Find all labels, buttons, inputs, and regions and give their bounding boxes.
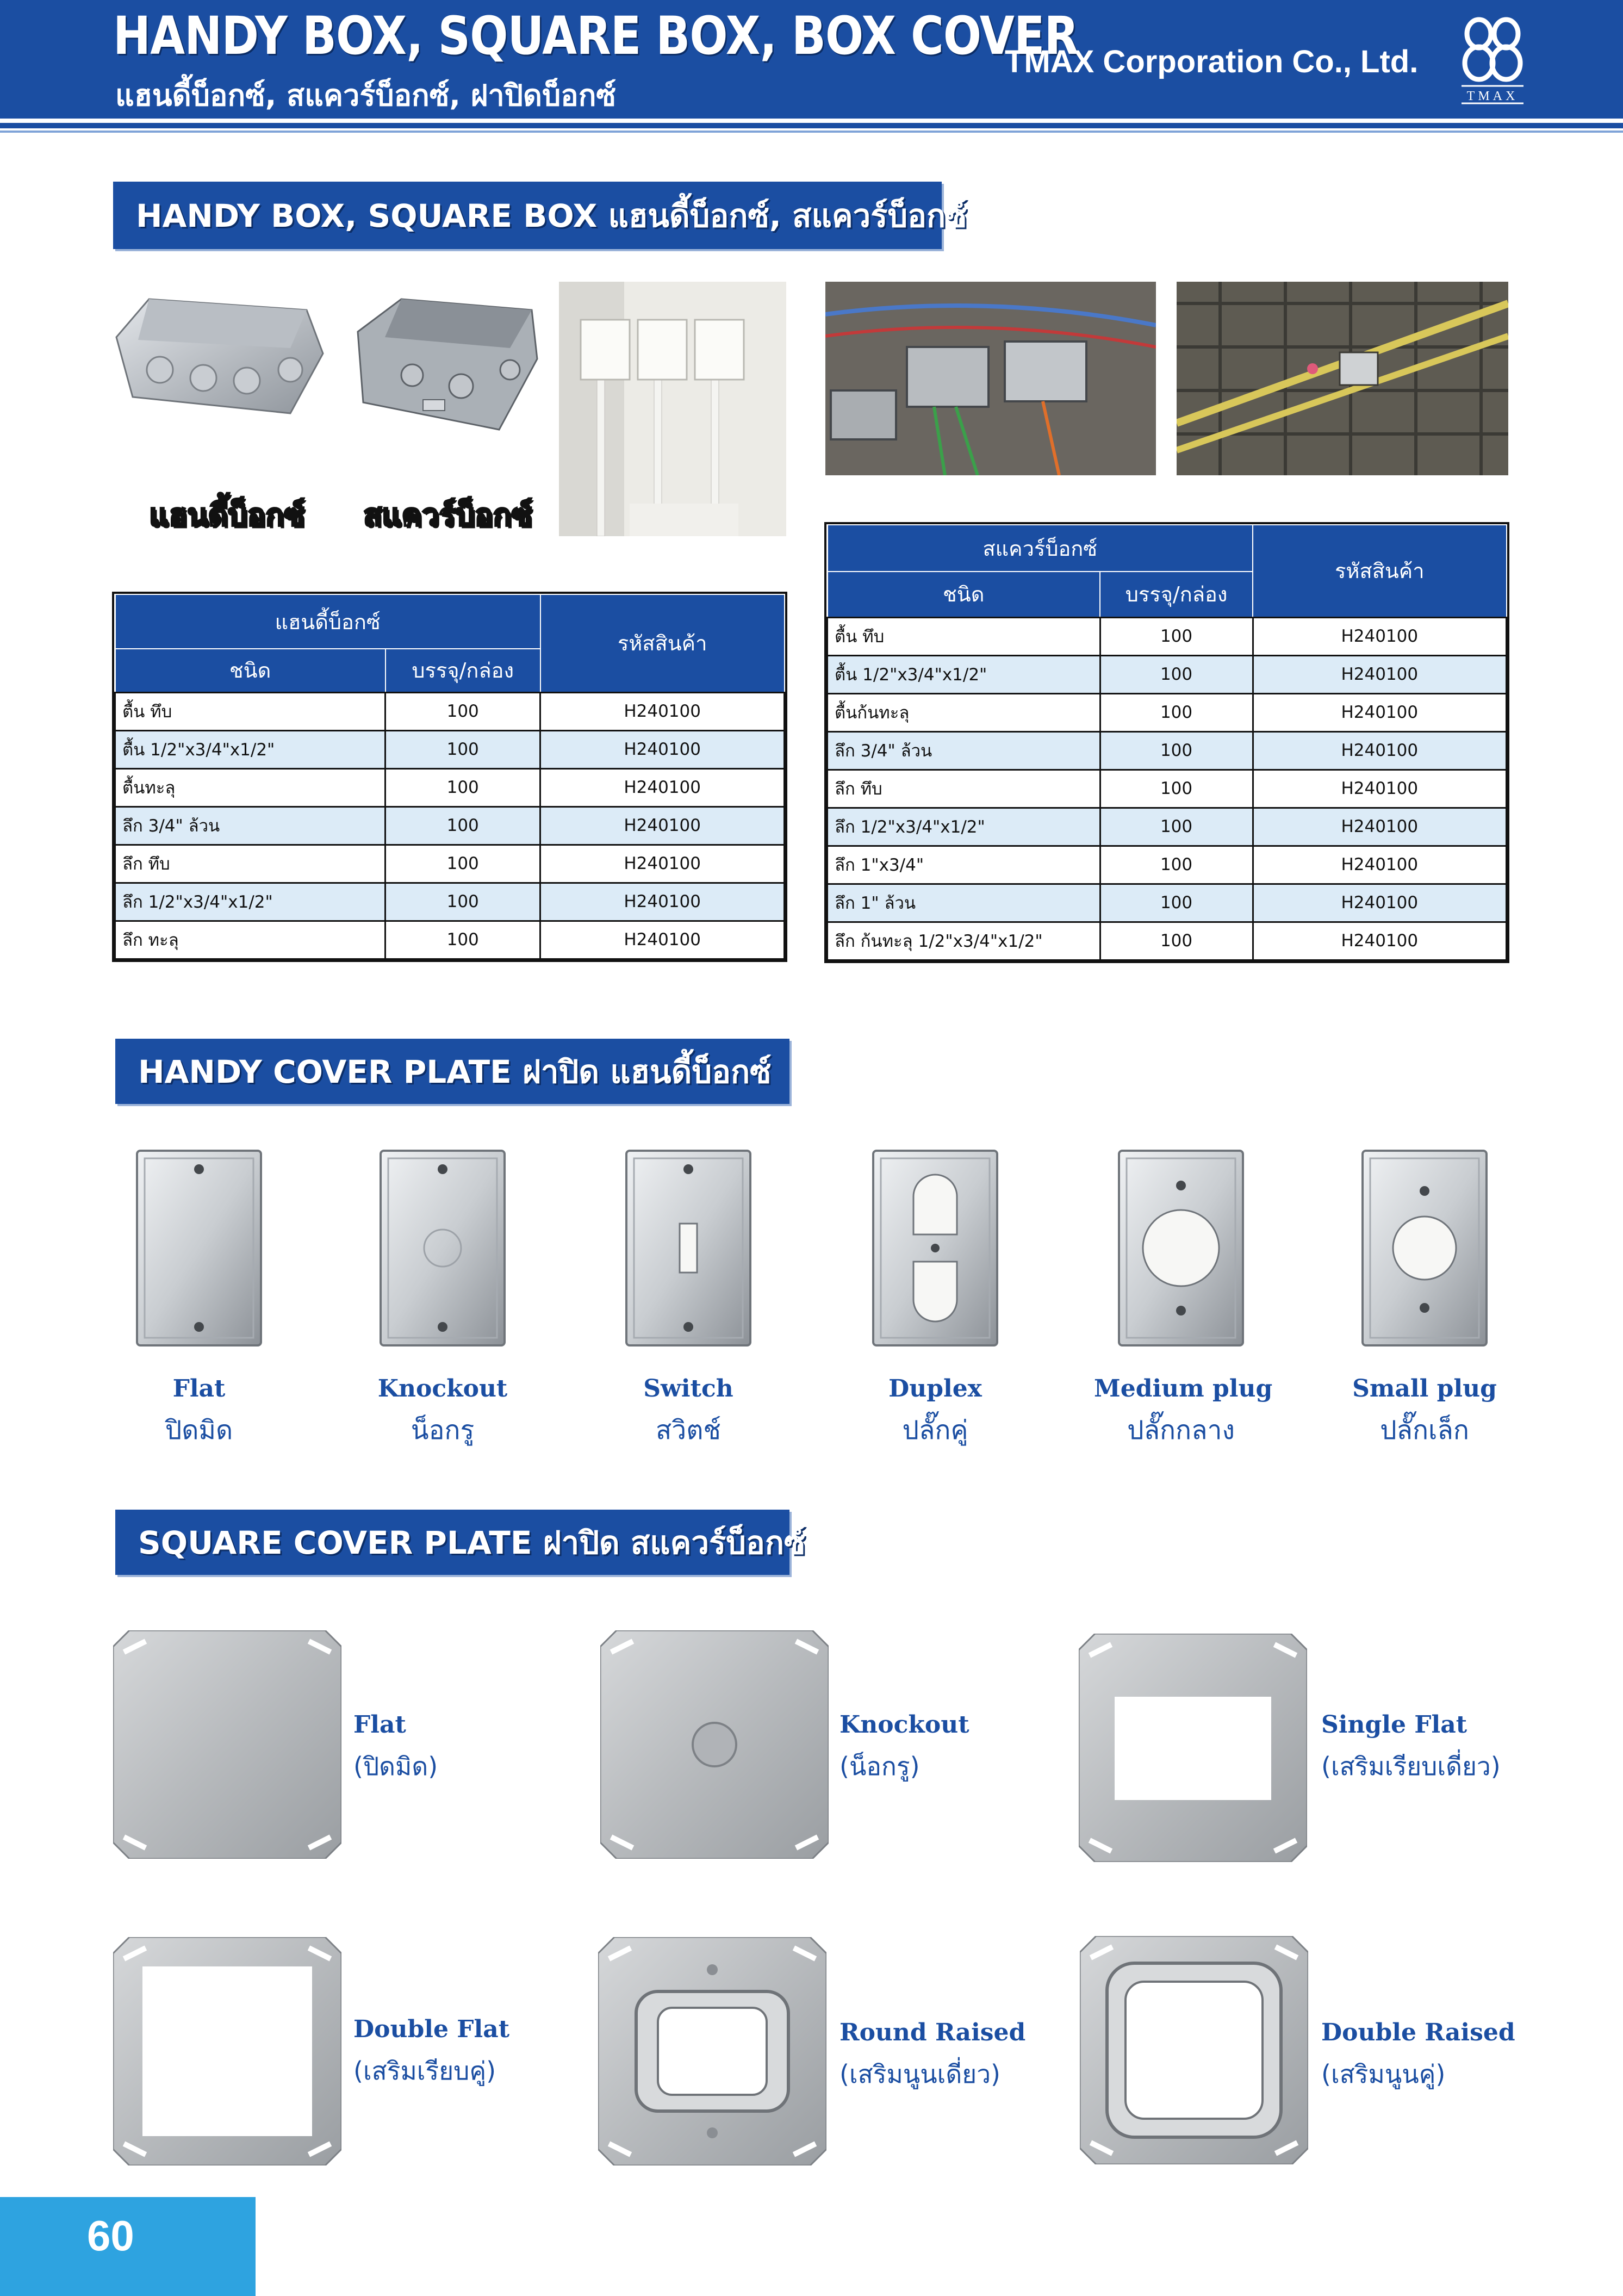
table-header-pack: บรรจุ/กล่อง xyxy=(1100,572,1253,617)
square-plate-double-flat-label: Double Flat xyxy=(353,2015,510,2043)
square-plate-knockout-thai: (น็อกรู) xyxy=(840,1752,920,1781)
table-row: ลึก ทึบ 100 H240100 xyxy=(115,845,785,883)
page-title: HANDY BOX, SQUARE BOX, BOX COVER xyxy=(113,5,1079,66)
square-plate-flat-thai: (ปิดมิด) xyxy=(353,1752,438,1781)
page-number: 60 xyxy=(87,2212,134,2260)
handy-plate-flat-label: Flat xyxy=(172,1375,226,1403)
square-plate-round-raised-thai: (เสริมนูนเดี่ยว) xyxy=(840,2059,1000,2089)
handy-plate-duplex-label: Duplex xyxy=(888,1375,982,1403)
section-banner-square-cover-plate xyxy=(115,1510,806,1575)
table-header-type: ชนิด xyxy=(115,649,385,692)
handy-box-photo xyxy=(111,288,328,424)
logo-wordmark: TMAX xyxy=(1466,89,1519,103)
table-row: ลึก 3/4" ล้วน 100 H240100 xyxy=(828,731,1507,770)
table-row: ตื้น 1/2"x3/4"x1/2" 100 H240100 xyxy=(828,655,1507,693)
handy-box-table xyxy=(114,594,785,960)
page-subtitle: แฮนดี้บ็อกซ์, สแควร์บ็อกซ์, ฝาปิดบ็อกซ์ xyxy=(115,78,617,113)
header-divider xyxy=(0,119,1623,123)
installation-photo-rebar xyxy=(1177,282,1508,475)
handy-plate-knockout-image xyxy=(377,1147,508,1349)
table-row: ตื้น ทึบ 100 H240100 xyxy=(115,692,785,730)
table-row: ตื้นทะลุ 100 H240100 xyxy=(115,768,785,806)
handy-plate-duplex-image xyxy=(870,1147,1000,1349)
square-plate-knockout-image xyxy=(600,1630,829,1859)
square-plate-double-flat-thai: (เสริมเรียบคู่) xyxy=(353,2056,496,2086)
square-plate-single-flat-thai: (เสริมเรียบเดี่ยว) xyxy=(1321,1752,1501,1781)
square-plate-single-flat-label: Single Flat xyxy=(1321,1711,1467,1739)
section-banner-handy-cover-plate xyxy=(115,1039,789,1104)
handy-plate-medium-plug-label: Medium plug xyxy=(1094,1375,1273,1403)
section-title: HANDY COVER PLATE ฝาปิด แฮนดี้บ็อกซ์ xyxy=(138,1053,772,1090)
square-plate-round-raised-image xyxy=(598,1937,826,2165)
square-plate-flat-image xyxy=(113,1630,341,1859)
square-plate-double-flat-image xyxy=(113,1937,341,2165)
table-group-header: แฮนดี้บ็อกซ์ xyxy=(115,594,540,649)
table-row: ลึก 1/2"x3/4"x1/2" 100 H240100 xyxy=(828,808,1507,846)
handy-plate-small-plug-image xyxy=(1359,1147,1490,1349)
square-plate-round-raised-label: Round Raised xyxy=(840,2019,1026,2046)
handy-plate-flat-image xyxy=(134,1147,264,1349)
square-plate-double-raised-label: Double Raised xyxy=(1321,2019,1515,2046)
table-header-code: รหัสสินค้า xyxy=(1253,525,1506,617)
square-box-photo xyxy=(352,294,543,435)
tmax-logo xyxy=(1457,13,1528,106)
handy-plate-switch-thai: สวิตช์ xyxy=(656,1415,721,1445)
table-row: ตื้นก้นทะลุ 100 H240100 xyxy=(828,693,1507,731)
handy-plate-knockout-thai: น็อกรู xyxy=(411,1415,475,1445)
handy-plate-switch-label: Switch xyxy=(643,1375,733,1403)
header-divider xyxy=(0,131,1623,133)
handy-plate-medium-plug-thai: ปลั๊กกลาง xyxy=(1127,1415,1235,1445)
square-box-table xyxy=(826,524,1507,961)
header-divider xyxy=(0,123,1623,128)
handy-plate-switch-image xyxy=(623,1147,754,1349)
section-title: SQUARE COVER PLATE ฝาปิด สแควร์บ็อกซ์ xyxy=(138,1524,806,1561)
installation-photo-conduit xyxy=(559,282,786,536)
table-group-header: สแควร์บ็อกซ์ xyxy=(828,525,1253,572)
square-box-caption: สแควร์บ็อกซ์ xyxy=(363,498,532,533)
table-row: ลึก ทึบ 100 H240100 xyxy=(828,770,1507,808)
square-plate-knockout-label: Knockout xyxy=(840,1711,969,1739)
square-plate-double-raised-image xyxy=(1080,1936,1308,2164)
square-plate-double-raised-thai: (เสริมนูนคู่) xyxy=(1321,2059,1446,2089)
table-row: ตื้น ทึบ 100 H240100 xyxy=(828,617,1507,655)
table-row: ลึก ก้นทะลุ 1/2"x3/4"x1/2" 100 H240100 xyxy=(828,922,1507,960)
table-row: ลึก 1"x3/4" 100 H240100 xyxy=(828,846,1507,884)
table-row: ลึก 1" ล้วน 100 H240100 xyxy=(828,884,1507,922)
section-banner-handy-square-box xyxy=(113,182,967,249)
installation-photo-wiring xyxy=(825,282,1156,475)
table-row: ลึก ทะลุ 100 H240100 xyxy=(115,921,785,959)
company-name: TMAX Corporation Co., Ltd. xyxy=(1005,44,1419,79)
section-title: HANDY BOX, SQUARE BOX แฮนดี้บ็อกซ์, สแควร์บ็อกซ์ xyxy=(136,197,967,234)
square-plate-flat-label: Flat xyxy=(353,1711,406,1739)
square-plate-single-flat-image xyxy=(1079,1634,1307,1862)
handy-plate-knockout-label: Knockout xyxy=(377,1375,508,1403)
table-row: ตื้น 1/2"x3/4"x1/2" 100 H240100 xyxy=(115,730,785,768)
handy-plate-small-plug-label: Small plug xyxy=(1352,1375,1497,1403)
table-row: ลึก 3/4" ล้วน 100 H240100 xyxy=(115,806,785,845)
table-header-type: ชนิด xyxy=(828,572,1100,617)
handy-plate-duplex-thai: ปลั๊กคู่ xyxy=(902,1415,968,1445)
table-row: ลึก 1/2"x3/4"x1/2" 100 H240100 xyxy=(115,883,785,921)
handy-plate-small-plug-thai: ปลั๊กเล็ก xyxy=(1380,1415,1469,1445)
handy-box-caption: แฮนดี้บ็อกซ์ xyxy=(149,498,305,533)
table-header-pack: บรรจุ/กล่อง xyxy=(385,649,540,692)
handy-plate-medium-plug-image xyxy=(1116,1147,1246,1349)
handy-plate-flat-thai: ปิดมิด xyxy=(165,1415,233,1445)
table-header-code: รหัสสินค้า xyxy=(540,594,785,692)
